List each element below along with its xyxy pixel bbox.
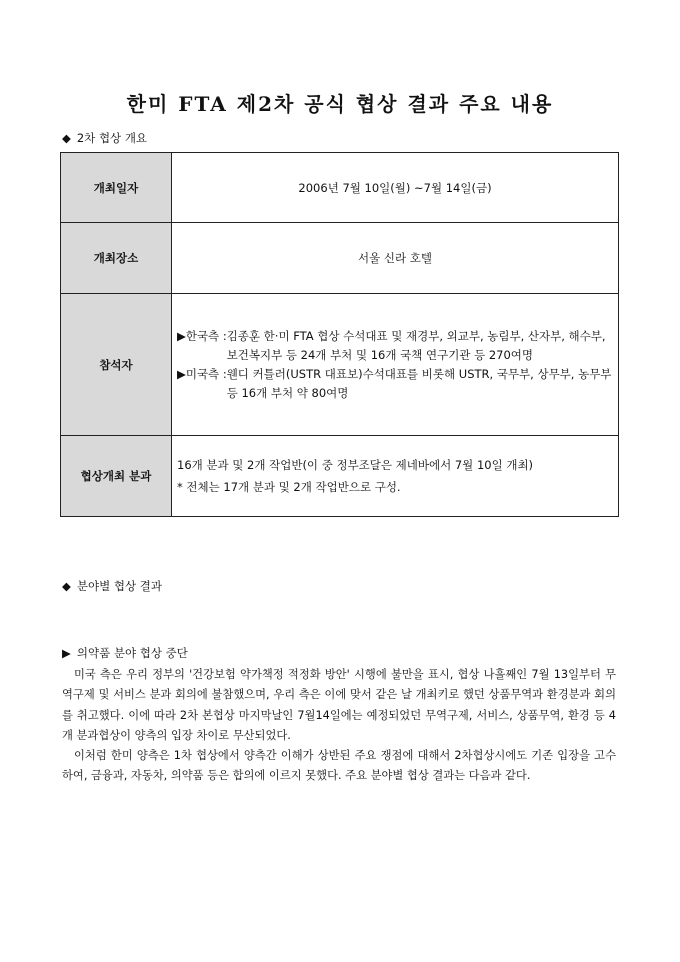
table-row	[61, 223, 619, 294]
section-heading-results	[62, 578, 162, 594]
section-heading-text: 2차 협상 개요	[76, 131, 148, 145]
section-heading-overview	[62, 130, 147, 146]
us-key: ▶미국측 :	[177, 366, 227, 381]
attendees-label: 참석자	[61, 294, 172, 436]
table-row	[61, 436, 619, 517]
subsection-heading-text: 의약품 분야 협상 중단	[76, 646, 188, 660]
groups-label: 협상개최 분과	[61, 436, 172, 517]
diamond-bullet-icon: ◆	[62, 131, 71, 145]
diamond-bullet-icon: ◆	[62, 579, 71, 593]
korea-text: 김종훈 한·미 FTA 협상 수석대표 및 재경부, 외교부, 농림부, 산자부, 해수부, 보건복지부 등 24개 부처 및 16개 국책 연구기관 등 270여명	[226, 328, 606, 362]
paragraph-2: 이처럼 한미 양측은 1차 협상에서 양측간 이해가 상반된 주요 쟁점에 대해서 2차협상시에도 기존 입장을 고수하여, 금융과, 자동차, 의약품 등은 합의에 이르지 못했다. 주요 분야별 협상 결과는 다음과 같다.	[62, 749, 616, 783]
page-title: 한미 FTA 제2차 공식 협상 결과 주요 내용	[126, 92, 554, 116]
paragraph-1: 미국 측은 우리 정부의 '건강보험 약가책정 적정화 방안' 시행에 불만을 표시, 협상 나흘째인 7월 13일부터 무역구제 및 서비스 분과 회의에 불참했으며, 우리 측은 이에 맞서 같은 날 개최키로 했던 상품무역과 환경분과 회의를 취고했다. 이에 따라 2차 본협상 마지막날인 7월14일에는 예정되었던 무역구제, 서비스, 상품무역, 환경 등 4개 분과협상이 양측의 입장 차이로 무산되었다.	[62, 668, 616, 742]
groups-line-1: 16개 분과 및 2개 작업반(이 중 정부조달은 제네바에서 7월 10일 개최)	[177, 458, 534, 472]
date-value: 2006년 7월 10일(월) ~7월 14일(금)	[172, 153, 619, 223]
section-heading-text: 분야별 협상 결과	[76, 579, 162, 593]
subsection-heading	[62, 645, 188, 661]
attendees-value	[172, 294, 619, 436]
us-text: 웬디 커틀러(USTR 대표보)수석대표를 비롯해 USTR, 국무부, 상무부, 농무부 등 16개 부처 약 80여명	[226, 366, 612, 400]
korea-key: ▶한국측 :	[177, 328, 227, 343]
body-text	[62, 665, 616, 787]
negotiation-overview-table	[60, 152, 619, 517]
date-label: 개최일자	[61, 153, 172, 223]
venue-label: 개최장소	[61, 223, 172, 294]
venue-value: 서울 신라 호텔	[172, 223, 619, 294]
table-row	[61, 153, 619, 223]
groups-value	[172, 436, 619, 517]
korea-attendees	[177, 327, 612, 365]
arrow-bullet-icon: ▶	[62, 646, 71, 660]
groups-line-2: * 전체는 17개 분과 및 2개 작업반으로 구성.	[177, 480, 401, 494]
us-attendees	[177, 365, 612, 403]
table-row	[61, 294, 619, 436]
